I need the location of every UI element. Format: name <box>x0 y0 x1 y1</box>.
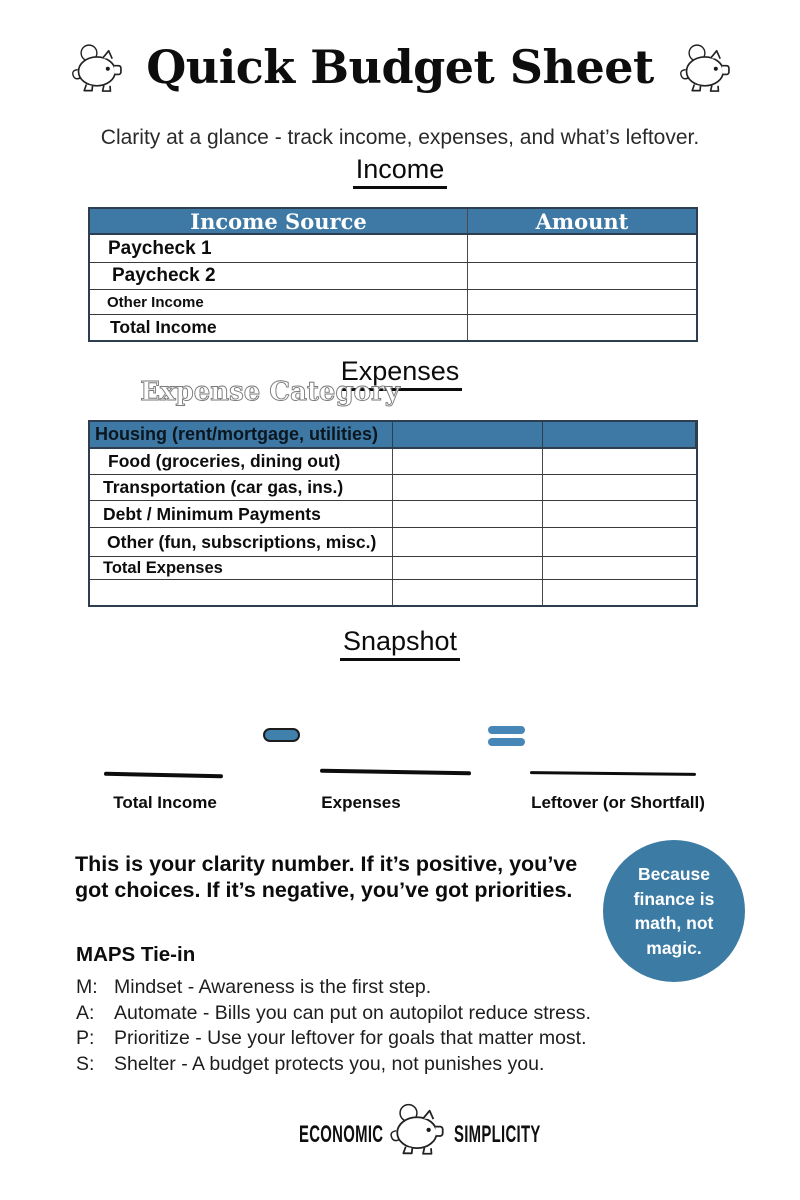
amount-cell[interactable] <box>543 501 696 527</box>
maps-text: Automate - Bills you can put on autopilot reduce stress. <box>114 1001 591 1024</box>
minus-icon <box>263 728 300 742</box>
piggy-bank-icon <box>676 40 732 94</box>
amount-cell[interactable] <box>393 528 543 556</box>
subtitle: Clarity at a glance - track income, expenses, and what’s leftover. <box>100 126 700 149</box>
amount-cell[interactable] <box>543 422 696 447</box>
expenses-table <box>88 420 698 607</box>
row-label: Total Income <box>90 315 468 340</box>
table-row <box>90 263 696 290</box>
income-table <box>88 207 698 342</box>
row-label: Debt / Minimum Payments <box>90 501 393 527</box>
maps-list <box>76 975 591 1077</box>
table-row <box>90 315 696 340</box>
amount-cell[interactable] <box>393 449 543 474</box>
expenses-heading: Expenses <box>0 356 800 391</box>
brand-economic: ECONOMIC <box>299 1121 384 1148</box>
row-label: Food (groceries, dining out) <box>90 449 393 474</box>
row-label: Other (fun, subscriptions, misc.) <box>90 528 393 556</box>
amount-cell[interactable] <box>543 475 696 500</box>
maps-heading: MAPS Tie-in <box>76 943 196 966</box>
table-row <box>90 501 696 528</box>
amount-cell[interactable] <box>468 315 696 340</box>
finance-badge: Because finance is math, not magic. <box>603 840 745 982</box>
amount-cell[interactable] <box>468 235 696 262</box>
table-row <box>90 290 696 315</box>
piggy-bank-icon <box>386 1099 446 1157</box>
table-row <box>90 528 696 557</box>
maps-text: Shelter - A budget protects you, not punishes you. <box>114 1052 545 1075</box>
row-label: Transportation (car gas, ins.) <box>90 475 393 500</box>
table-row-empty <box>90 580 696 605</box>
maps-letter: A: <box>76 1001 95 1024</box>
amount-cell[interactable] <box>393 557 543 579</box>
clarity-text: This is your clarity number. If it’s positive, you’ve got choices. If it’s negative, you’ve got priorities. <box>75 852 578 902</box>
maps-letter: S: <box>76 1052 95 1075</box>
income-source-header: Income Source <box>90 209 468 233</box>
row-label: Housing (rent/mortgage, utilities) <box>90 422 393 447</box>
table-row <box>90 557 696 580</box>
total-income-label: Total Income <box>113 793 217 812</box>
table-row <box>90 235 696 263</box>
maps-letter: P: <box>76 1027 95 1049</box>
income-heading: Income <box>0 154 800 189</box>
empty-cell[interactable] <box>90 580 393 605</box>
list-item <box>76 975 591 1001</box>
list-item <box>76 1026 591 1052</box>
expenses-label: Expenses <box>321 793 401 812</box>
brand-simplicity: SIMPLICITY <box>454 1121 541 1148</box>
list-item <box>76 1052 591 1078</box>
row-label: Other Income <box>90 290 468 314</box>
amount-cell[interactable] <box>393 475 543 500</box>
amount-cell[interactable] <box>468 263 696 289</box>
amount-header: Amount <box>535 208 629 234</box>
maps-text: Mindset - Awareness is the first step. <box>114 976 432 998</box>
amount-cell[interactable] <box>468 290 696 314</box>
piggy-bank-icon <box>68 40 124 94</box>
header <box>0 40 800 94</box>
list-item <box>76 1001 591 1027</box>
row-label: Paycheck 1 <box>90 235 468 262</box>
total-income-blank-line[interactable] <box>104 772 223 778</box>
amount-cell[interactable] <box>543 449 696 474</box>
maps-letter: M: <box>76 976 98 998</box>
amount-cell[interactable] <box>543 528 696 556</box>
amount-cell[interactable] <box>393 501 543 527</box>
amount-cell[interactable] <box>543 557 696 579</box>
row-label: Paycheck 2 <box>90 263 468 289</box>
row-label: Total Expenses <box>90 557 393 579</box>
leftover-blank-line[interactable] <box>530 771 696 776</box>
amount-cell[interactable] <box>393 580 543 605</box>
table-row <box>90 475 696 501</box>
clipped-header-descenders: Expense Category <box>140 377 400 407</box>
amount-cell[interactable] <box>543 580 696 605</box>
snapshot-heading: Snapshot <box>0 626 800 661</box>
amount-cell[interactable] <box>393 422 543 447</box>
expenses-blank-line[interactable] <box>320 769 471 775</box>
table-row <box>90 449 696 475</box>
page-title: Quick Budget Sheet <box>146 40 654 94</box>
leftover-label: Leftover (or Shortfall) <box>531 793 705 812</box>
maps-text: Prioritize - Use your leftover for goals that matter most. <box>114 1027 587 1049</box>
equals-icon <box>488 726 525 746</box>
income-table-header-row <box>90 209 696 235</box>
table-row-housing <box>90 422 696 449</box>
